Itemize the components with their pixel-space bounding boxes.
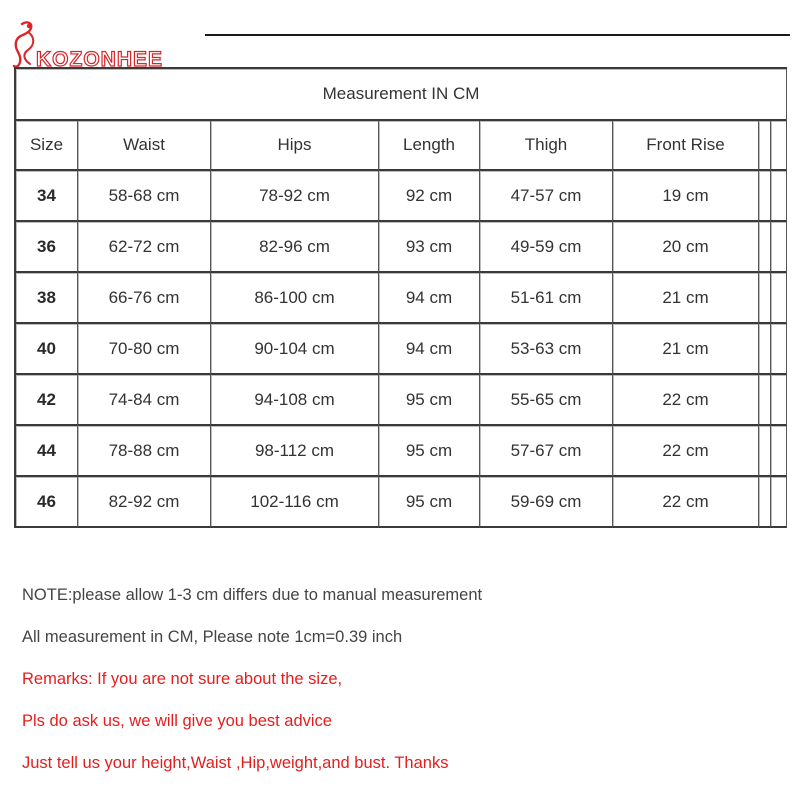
table-row: [16, 375, 787, 426]
table-spacer-cell: [771, 222, 787, 273]
cell-thigh: 47-57 cm: [480, 171, 613, 222]
cell-front-rise: 21 cm: [613, 273, 759, 324]
table-spacer-cell: [759, 222, 771, 273]
remark-line: Just tell us your height,Waist ,Hip,weight,and bust. Thanks: [22, 754, 449, 772]
table-caption-row: [16, 69, 787, 121]
table-row: [16, 324, 787, 375]
remark-line: Remarks: If you are not sure about the size,: [22, 670, 343, 688]
cell-hips: 86-100 cm: [211, 273, 379, 324]
cell-waist: 74-84 cm: [78, 375, 211, 426]
cell-waist: 62-72 cm: [78, 222, 211, 273]
cell-waist: 66-76 cm: [78, 273, 211, 324]
brand-logo: [10, 20, 220, 70]
brand-name: KOZONHEE: [36, 48, 164, 71]
table-spacer-cell: [771, 426, 787, 477]
cell-thigh: 51-61 cm: [480, 273, 613, 324]
cell-front-rise: 19 cm: [613, 171, 759, 222]
table-spacer-cell: [771, 273, 787, 324]
cell-length: 94 cm: [379, 324, 480, 375]
cell-size: 38: [16, 273, 78, 324]
cell-thigh: 55-65 cm: [480, 375, 613, 426]
cell-hips: 98-112 cm: [211, 426, 379, 477]
cell-length: 95 cm: [379, 477, 480, 528]
unit-note: All measurement in CM, Please note 1cm=0.39 inch: [22, 628, 403, 646]
cell-thigh: 49-59 cm: [480, 222, 613, 273]
header-size: Size: [16, 121, 78, 171]
notes-section: [22, 585, 782, 795]
table-spacer-cell: [759, 324, 771, 375]
cell-thigh: 57-67 cm: [480, 426, 613, 477]
cell-front-rise: 21 cm: [613, 324, 759, 375]
cell-length: 95 cm: [379, 375, 480, 426]
cell-front-rise: 22 cm: [613, 477, 759, 528]
header-length: Length: [379, 121, 480, 171]
table-spacer-cell: [771, 324, 787, 375]
table-spacer-cell: [771, 171, 787, 222]
cell-hips: 94-108 cm: [211, 375, 379, 426]
cell-size: 42: [16, 375, 78, 426]
cell-size: 40: [16, 324, 78, 375]
cell-front-rise: 22 cm: [613, 375, 759, 426]
cell-waist: 82-92 cm: [78, 477, 211, 528]
cell-hips: 90-104 cm: [211, 324, 379, 375]
cell-hips: 102-116 cm: [211, 477, 379, 528]
cell-waist: 78-88 cm: [78, 426, 211, 477]
cell-length: 94 cm: [379, 273, 480, 324]
table-caption: Measurement IN CM: [16, 69, 787, 121]
cell-front-rise: 20 cm: [613, 222, 759, 273]
table-spacer-cell: [771, 375, 787, 426]
cell-front-rise: 22 cm: [613, 426, 759, 477]
table-header-row: [16, 121, 787, 171]
table-spacer-cell: [759, 375, 771, 426]
cell-thigh: 53-63 cm: [480, 324, 613, 375]
table-spacer-cell: [759, 426, 771, 477]
table-spacer-cell: [771, 477, 787, 528]
cell-length: 92 cm: [379, 171, 480, 222]
table-row: [16, 477, 787, 528]
table-row: [16, 426, 787, 477]
header-hips: Hips: [211, 121, 379, 171]
table-spacer-cell: [759, 171, 771, 222]
cell-waist: 58-68 cm: [78, 171, 211, 222]
header-thigh: Thigh: [480, 121, 613, 171]
cell-size: 46: [16, 477, 78, 528]
cell-size: 36: [16, 222, 78, 273]
cell-waist: 70-80 cm: [78, 324, 211, 375]
table-spacer-cell: [771, 121, 787, 171]
header-divider: [205, 34, 790, 36]
table-row: [16, 171, 787, 222]
header-waist: Waist: [78, 121, 211, 171]
cell-thigh: 59-69 cm: [480, 477, 613, 528]
cell-length: 93 cm: [379, 222, 480, 273]
size-chart-table: [14, 67, 787, 528]
table-spacer-cell: [759, 121, 771, 171]
cell-size: 34: [16, 171, 78, 222]
cell-length: 95 cm: [379, 426, 480, 477]
table-spacer-cell: [759, 273, 771, 324]
cell-hips: 78-92 cm: [211, 171, 379, 222]
cell-size: 44: [16, 426, 78, 477]
table-row: [16, 273, 787, 324]
measurement-note: NOTE:please allow 1-3 cm differs due to manual measurement: [22, 586, 483, 604]
remark-line: Pls do ask us, we will give you best advice: [22, 712, 332, 730]
table-row: [16, 222, 787, 273]
header-front-rise: Front Rise: [613, 121, 759, 171]
table-spacer-cell: [759, 477, 771, 528]
cell-hips: 82-96 cm: [211, 222, 379, 273]
